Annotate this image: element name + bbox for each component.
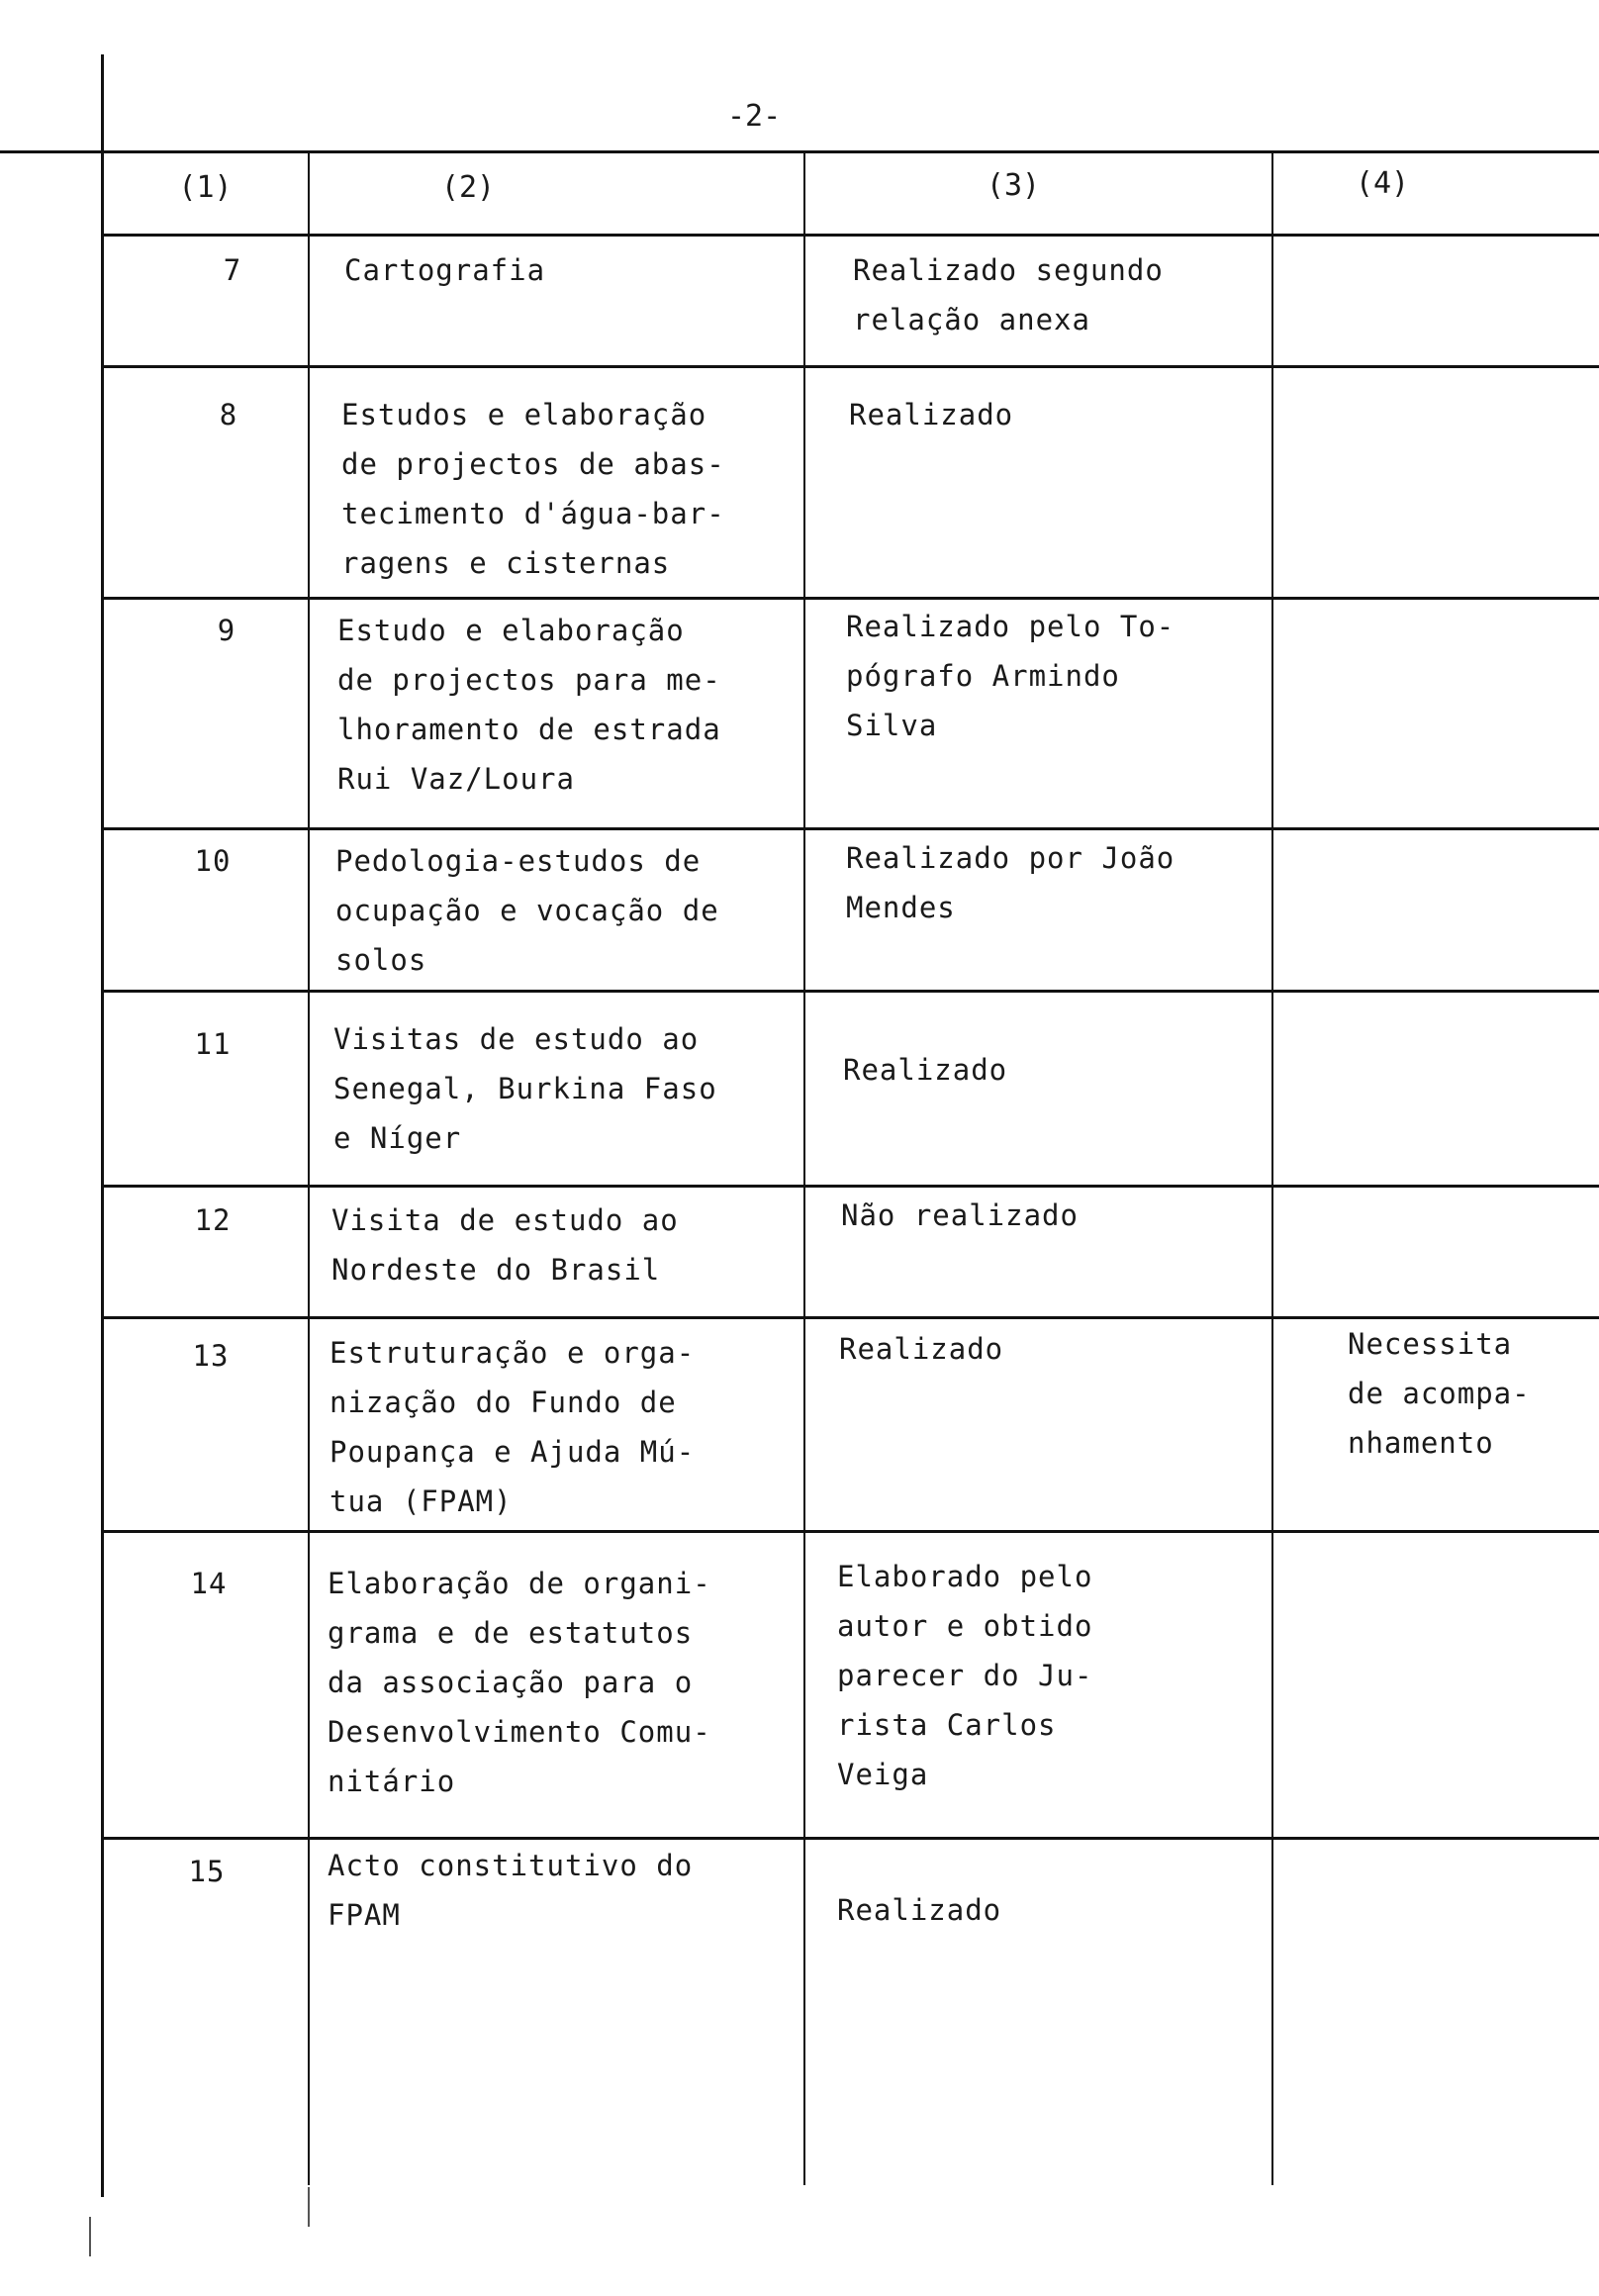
- row-number: 13: [192, 1339, 230, 1373]
- speck: [89, 2217, 91, 2256]
- row-number: 10: [194, 844, 232, 878]
- table-top-rule: [0, 150, 1599, 153]
- row-description: Cartografia: [344, 253, 546, 287]
- row-note: Necessita de acompa- nhamento: [1348, 1327, 1531, 1460]
- row-number: 14: [190, 1567, 228, 1600]
- row-result: Realizado pelo To- pógrafo Armindo Silva: [846, 610, 1176, 742]
- row-separator: [103, 1185, 1599, 1188]
- column-header-1: (1): [178, 170, 233, 205]
- row-result: Realizado: [843, 1053, 1008, 1087]
- left-margin-line: [101, 54, 104, 2197]
- row-result: Elaborado pelo autor e obtido parecer do Ju- rista Carlos Veiga: [837, 1560, 1093, 1791]
- row-separator: [103, 365, 1599, 368]
- row-description: Pedologia-estudos de ocupação e vocação de solos: [335, 844, 719, 977]
- row-separator: [103, 827, 1599, 830]
- row-number: 7: [223, 253, 242, 287]
- row-number: 15: [188, 1855, 226, 1888]
- row-result: Realizado: [837, 1893, 1002, 1927]
- row-description: Acto constitutivo do FPAM: [328, 1849, 694, 1932]
- row-description: Estudos e elaboração de projectos de abas- tecimento d'água-bar- ragens e cisternas: [341, 398, 725, 580]
- row-separator: [103, 1837, 1599, 1840]
- column-header-3: (3): [986, 168, 1041, 203]
- page-number: -2-: [727, 99, 782, 134]
- row-number: 11: [194, 1027, 232, 1061]
- row-description: Elaboração de organi- grama e de estatutos da associação para o Desenvolvimento Comu- nitário: [328, 1567, 711, 1798]
- speck: [308, 2187, 310, 2227]
- column-header-4: (4): [1355, 166, 1410, 201]
- row-separator: [103, 597, 1599, 600]
- row-number: 9: [217, 614, 236, 647]
- row-separator: [103, 990, 1599, 993]
- row-result: Realizado: [849, 398, 1014, 431]
- column-divider-1: [308, 151, 310, 2185]
- row-result: Não realizado: [841, 1198, 1079, 1232]
- column-divider-2: [803, 151, 805, 2185]
- row-description: Estruturação e orga- nização do Fundo de Poupança e Ajuda Mú- tua (FPAM): [329, 1336, 696, 1518]
- column-header-2: (2): [440, 170, 496, 205]
- row-result: Realizado por João Mendes: [846, 841, 1176, 924]
- row-result: Realizado: [839, 1332, 1004, 1366]
- column-divider-3: [1271, 151, 1273, 2185]
- row-description: Estudo e elaboração de projectos para me- lhoramento de estrada Rui Vaz/Loura: [337, 614, 721, 796]
- row-number: 12: [194, 1203, 232, 1237]
- row-description: Visita de estudo ao Nordeste do Brasil: [331, 1203, 679, 1287]
- row-description: Visitas de estudo ao Senegal, Burkina Faso e Níger: [333, 1022, 717, 1155]
- row-number: 8: [219, 398, 238, 431]
- row-result: Realizado segundo relação anexa: [853, 253, 1164, 336]
- row-separator: [103, 1530, 1599, 1533]
- header-bottom-rule: [103, 234, 1599, 237]
